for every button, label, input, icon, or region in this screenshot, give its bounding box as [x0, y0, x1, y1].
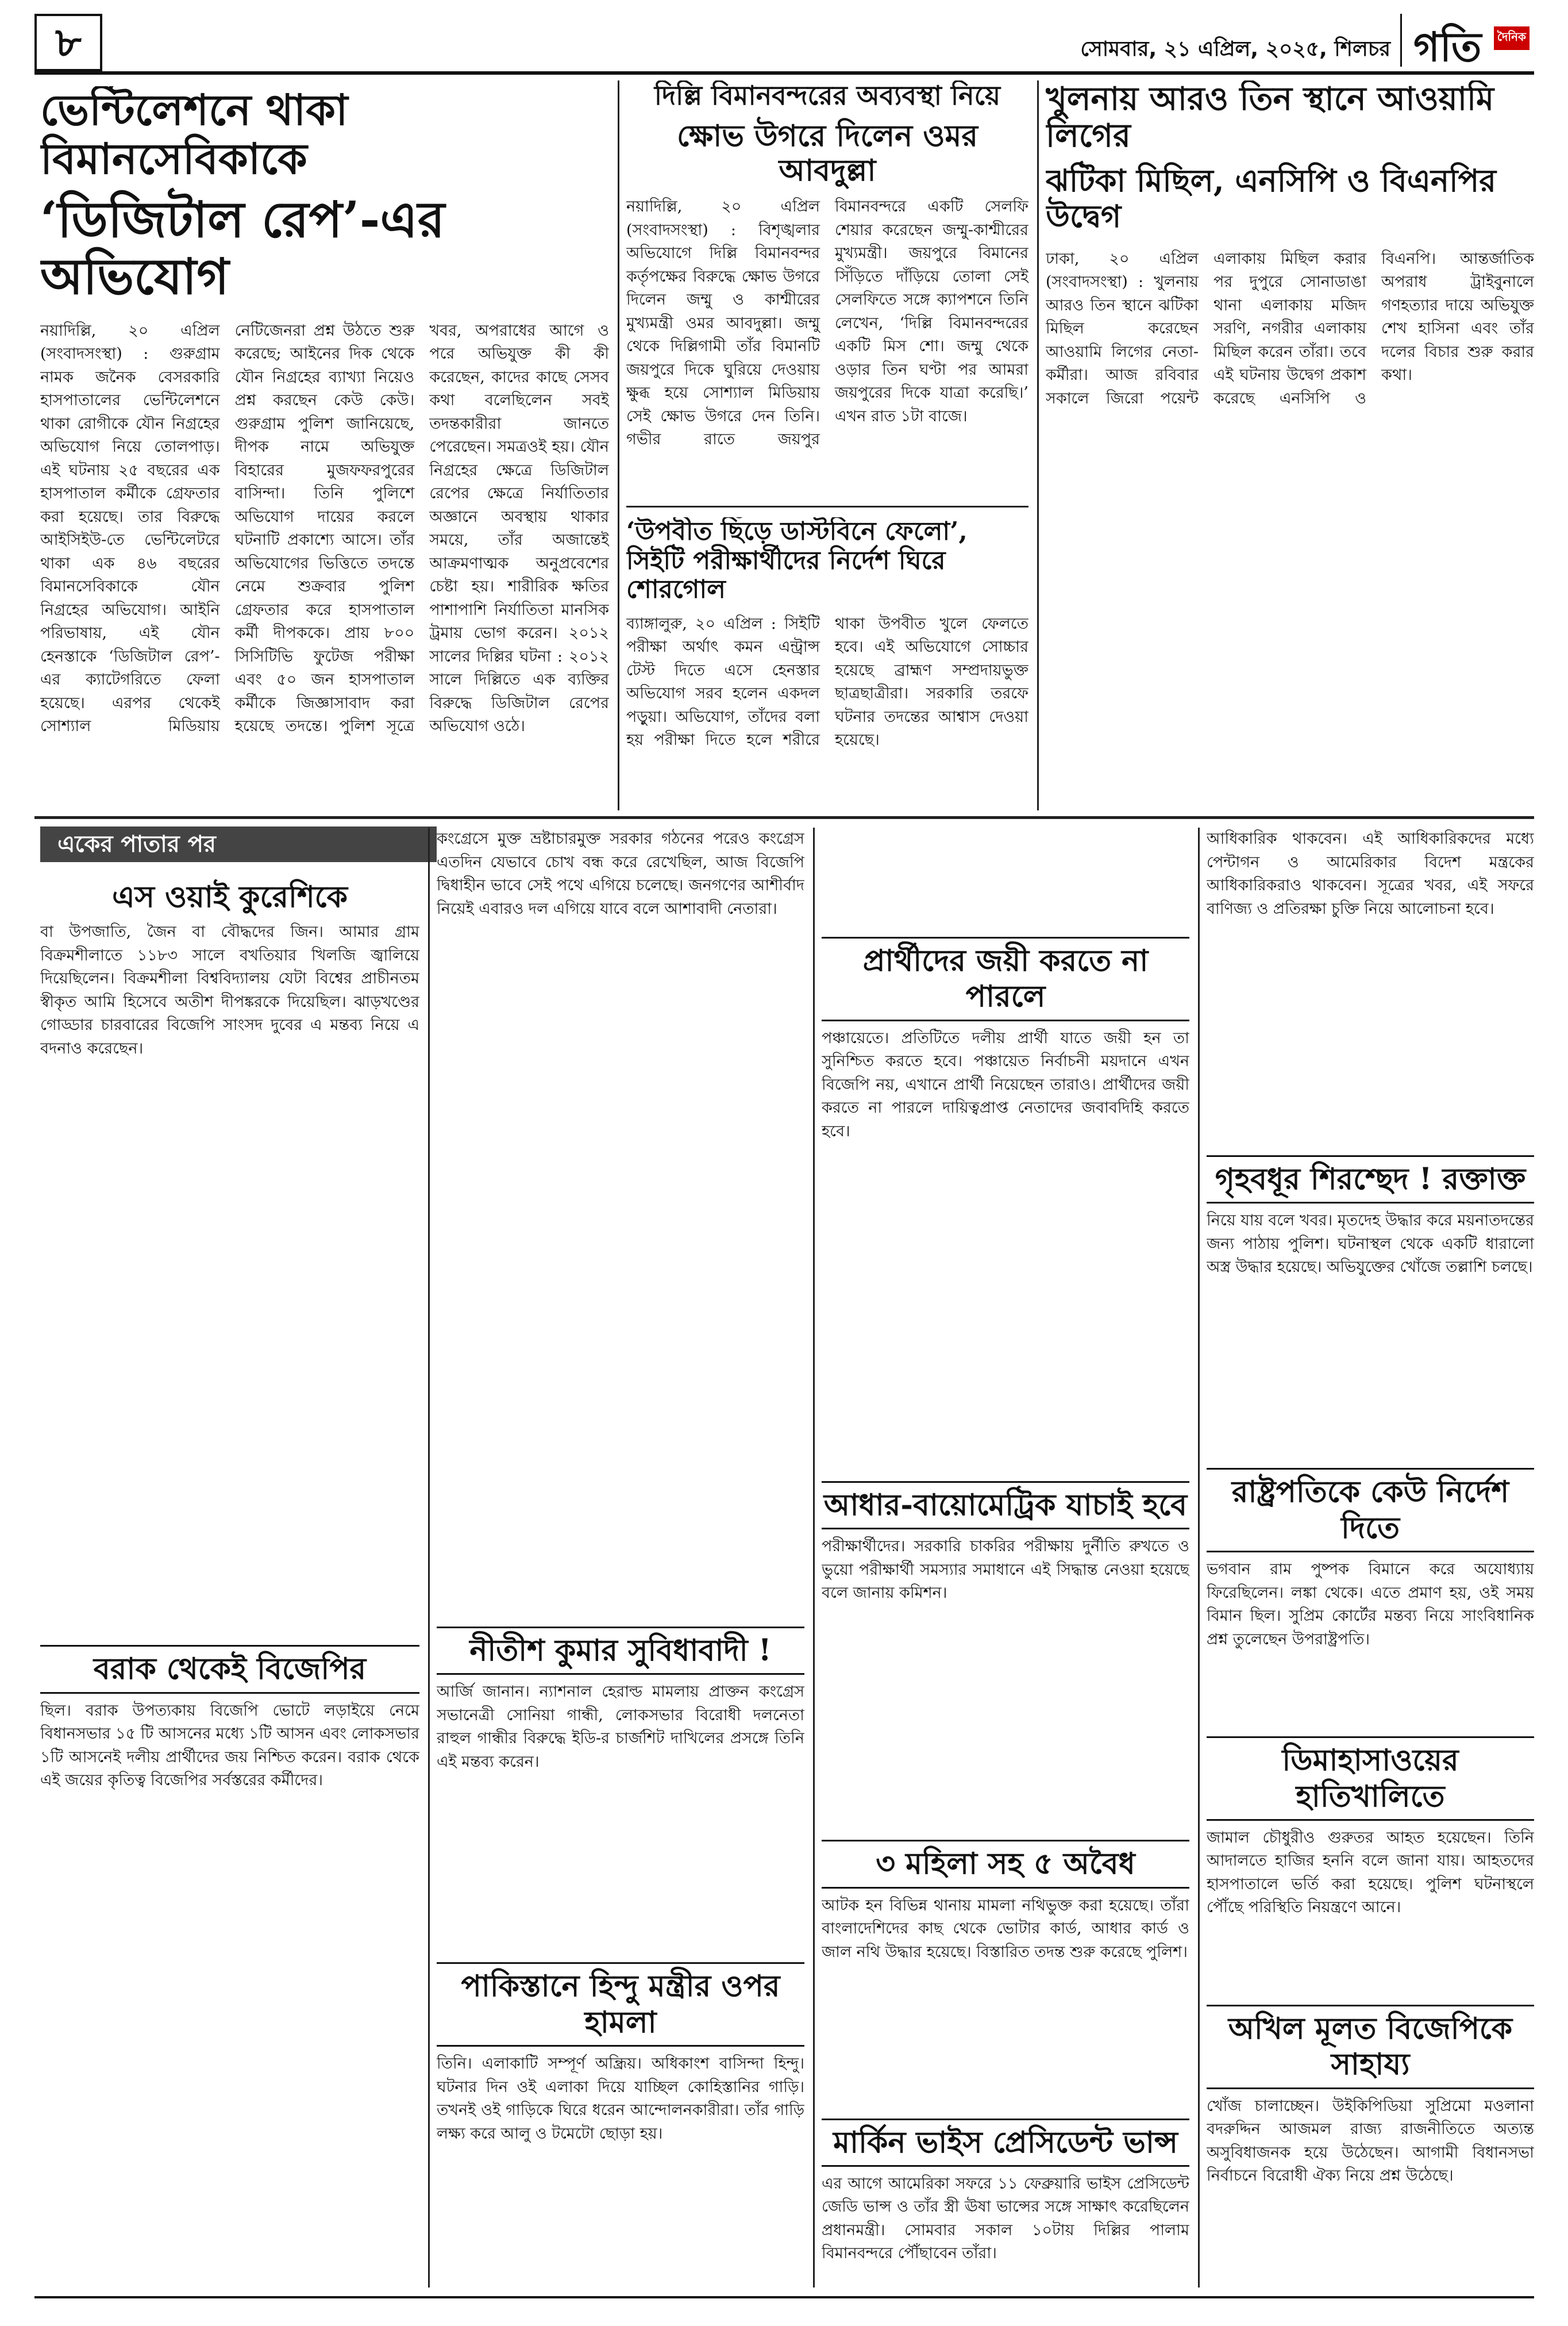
story4-body: ঢাকা, ২০ এপ্রিল (সংবাদসংস্থা) : খুলনায় আরও তিন স্থানে ঝটিকা মিছিল করেছেন আওয়ামি লিগের নেতা-কর্মীরা। আজ রবিবার সকালে জিরো পয়েন্ট এলাকায় মিছিল করার পর দুপুরে সোনাডাঙা থানা এলাকায় মজিদ সরণি, নগরীর এলাকায় মিছিল করেন তাঁরা। তবে এই ঘটনায় উদ্বেগ প্রকাশ করেছে এনসিপি ও বিএনপি। আন্তর্জাতিক অপরাধ ট্রাইবুনালে গণহত্যার দায়ে অভিযুক্ত শেখ হাসিনা এবং তাঁর দলের বিচার শুরু করার কথা।: [1046, 249, 1534, 407]
story-separator: [626, 506, 1028, 508]
cont-headline-dima-hasao: ডিমাহাসাওয়ের হাতিখালিতে: [1207, 1736, 1534, 1821]
cont-body-illegal: আটক হন বিভিন্ন থানায় মামলা নথিভুক্ত করা হয়েছে। তাঁরা বাংলাদেশিদের কাছ থেকে ভোটার কার্ড, আধার কার্ড ও জাল নথি উদ্ধার হয়েছে। বিস্তারিত তদন্ত শুরু করেছে পুলিশ।: [822, 1896, 1189, 1961]
cont-headline-candidates: প্রার্থীদের জয়ী করতে না পারলে: [822, 937, 1189, 1021]
story2-headline-2: ক্ষোভ উগরে দিলেন ওমর আবদুল্লা: [676, 118, 978, 188]
cont-headline-president: রাষ্ট্রপতিকে কেউ নির্দেশ দিতে: [1207, 1468, 1534, 1552]
cont-column-4: [1207, 828, 1534, 2287]
cont-body-pakistan: তিনি। এলাকাটি সম্পূর্ণ অন্ধ্রিয়। অধিকাংশ বাসিন্দা হিন্দু। ঘটনার দিন ওই এলাকা দিয়ে যাচ্ছিল কোহিস্তানির গাড়ি। তখনই ওই গাড়িকে ঘিরে ধরেন আন্দোলনকারীরা। তাঁর গাড়ি লক্ষ্য করে আলু ও টমেটো ছোড়া হয়।: [437, 2055, 804, 2143]
dateline: সোমবার, ২১ এপ্রিল, ২০২৫, শিলচর: [1080, 37, 1390, 61]
story3-headline: ‘উপবীত ছিঁড়ে ডাস্টবিনে ফেলো’, সিইটি পরীক্ষার্থীদের নির্দেশ ঘিরে শোরগোল: [626, 517, 968, 605]
column-rule: [1198, 828, 1200, 2287]
section-rule: [34, 816, 1534, 819]
cont-body-vance: এর আগে আমেরিকা সফরে ১১ ফেব্রুয়ারি ভাইস প্রেসিডেন্ট জেডি ভান্স ও তাঁর স্ত্রী ঊষা ভান্সের সঙ্গে সাক্ষাৎ করেছিলেন প্রধানমন্ত্রী। সোমবার সকাল ১০টায় দিল্লির পালাম বিমানবন্দরে পৌঁছাবেন তাঁরা।: [822, 2174, 1189, 2263]
cont-headline-illegal: ৩ মহিলা সহ ৫ অবৈধ: [822, 1840, 1189, 1888]
cont-body-qureshi: বা উপজাতি, জৈন বা বৌদ্ধদের জিন। আমার গ্রাম বিক্রমশীলাতে ১১৮৩ সালে বখতিয়ার খিলজি জ্বালিয়ে দিয়েছিলেন। বিক্রমশীলা বিশ্ববিদ্যালয় যেটা বিশ্বের প্রাচীনতম স্বীকৃত আমি হিসেবে অতীশ দীপঙ্করকে দিয়েছিল। ঝাড়খণ্ডের গোড্ডার চারবারের বিজেপি সাংসদ দুবের এ মন্তব্য নিয়ে এ বদনাও করেছেন।: [40, 923, 419, 1058]
page-header: [34, 14, 1534, 75]
cont-body-nitish: আর্জি জানান। ন্যাশনাল হেরাল্ড মামলায় প্রাক্তন কংগ্রেস সভানেত্রী সোনিয়া গান্ধী, লোকসভার বিরোধী দলনেতা রাহুল গান্ধীর বিরুদ্ধে ইডি-র চার্জশিট দাখিলের প্রসঙ্গে তিনি এই মন্তব্য করেন।: [437, 1683, 804, 1771]
cont-body-akhil: খোঁজ চালাচ্ছেন। উইকিপিডিয়া সুপ্রিমো মওলানা বদরুদ্দিন আজমল রাজ্য রাজনীতিতে অত্যন্ত অসুবিধাজনক হয়ে উঠেছেন। আগামী বিধানসভা নির্বাচনে বিরোধী ঐক্য নিয়ে প্রশ্ন উঠেছে।: [1207, 2097, 1534, 2185]
story2-headline-1: দিল্লি বিমানবন্দরের অব্যবস্থা নিয়ে: [654, 80, 1001, 111]
newspaper-logo: [1400, 14, 1534, 71]
cont-body-aadhaar: পরীক্ষার্থীদের। সরকারি চাকরির পরীক্ষায় দুর্নীতি রুখতে ও ভুয়ো পরীক্ষার্থী সমস্যার সমাধানে এই সিদ্ধান্ত নেওয়া হয়েছে বলে জানায় কমিশন।: [822, 1537, 1189, 1602]
cont-headline-aadhaar: আধার-বায়োমেট্রিক যাচাই হবে: [822, 1481, 1189, 1529]
story4-headline-2: ঝটিকা মিছিল, এনসিপি ও বিএনপির উদ্বেগ: [1046, 162, 1496, 234]
column-rule: [618, 80, 619, 810]
cont-body-vance-cont: আধিকারিক থাকবেন। এই আধিকারিকদের মধ্যে পেন্টাগন ও আমেরিকার বিদেশ মন্ত্রকের আধিকারিকরাও থাকবেন। সূত্রের খবর, এই সফরে বাণিজ্য ও প্রতিরক্ষা চুক্তি নিয়ে আলোচনা হবে।: [1207, 830, 1534, 918]
cont-headline-barak: বরাক থেকেই বিজেপির: [40, 1645, 419, 1693]
logo-word: গতি: [1413, 23, 1482, 71]
page-number: ৮: [34, 14, 102, 71]
story2-body: নয়াদিল্লি, ২০ এপ্রিল (সংবাদসংস্থা) : বিশৃঙ্খলার অভিযোগে দিল্লি বিমানবন্দর কর্তৃপক্ষের বিরুদ্ধে ক্ষোভ উগরে দিলেন জম্মু ও কাশ্মীরের মুখ্যমন্ত্রী ওমর আবদুল্লা। জম্মু থেকে দিল্লিগামী তাঁর বিমানটি জয়পুরে দিকে ঘুরিয়ে দেওয়ায় ক্ষুব্ধ হয়ে সোশ্যাল মিডিয়ায় সেই ক্ষোভ উগরে দেন তিনি। গভীর রাতে জয়পুর বিমানবন্দরে একটি সেলফি শেয়ার করেছেন জম্মু-কাশ্মীরের মুখ্যমন্ত্রী। জয়পুরে বিমানের সিঁড়িতে দাঁড়িয়ে তোলা সেই সেলফিতে সঙ্গে ক্যাপশনে তিনি লেখেন, ‘দিল্লি বিমানবন্দরের একটি মিস শো। জম্মু থেকে ওড়ার তিন ঘণ্টা পর আমরা জয়পুরের দিকে যাত্রা করেছি।’ এখন রাত ১টা বাজে।: [626, 198, 1028, 449]
column-rule: [1037, 80, 1039, 810]
page-footer-rule: [34, 2296, 1534, 2298]
cont-column-2: [437, 828, 804, 2287]
cont-headline-nitish: নীতীশ কুমার সুবিধাবাদী !: [437, 1627, 804, 1675]
story-ventilation: [40, 86, 609, 805]
cont-headline-qureshi: এস ওয়াই কুরেশিকে: [112, 879, 348, 914]
cont-body-beheading: নিয়ে যায় বলে খবর। মৃতদেহ উদ্ধার করে ময়নাতদন্তের জন্য পাঠায় পুলিশ। ঘটনাস্থল থেকে একটি ধারালো অস্ত্র উদ্ধার হয়েছে। অভিযুক্তের খোঁজে তল্লাশি চলছে।: [1207, 1212, 1534, 1277]
cont-column-1: [40, 874, 419, 2287]
cont-column-3: [822, 828, 1189, 2287]
story-cet-exam: [626, 517, 1028, 816]
cont-body-barak: ছিল। বরাক উপত্যকায় বিজেপি ভোটে লড়াইয়ে নেমে বিধানসভার ১৫ টি আসনের মধ্যে ১টি আসন এবং লোকসভার ১টি আসনেই দলীয় প্রার্থীদের জয় নিশ্চিত করেন। বরাক থেকে এই জয়ের কৃতিত্ব বিজেপির সর্বস্তরের কর্মীদের।: [40, 1701, 419, 1790]
column-rule: [428, 828, 430, 2287]
continued-banner: একের পাতার পর: [40, 826, 437, 862]
logo-sub: দৈনিক: [1494, 26, 1530, 50]
story1-headline-1: ভেন্টিলেশনে থাকা বিমানসেবিকাকে: [40, 86, 348, 184]
cont-headline-beheading: গৃহবধূর শিরশ্ছেদ ! রক্তাক্ত: [1207, 1155, 1534, 1204]
story1-headline-2: ‘ডিজিটাল রেপ’-এর অভিযোগ: [40, 191, 445, 306]
story3-body: ব্যাঙ্গালুরু, ২০ এপ্রিল : সিইটি পরীক্ষা অর্থাৎ কমন এন্ট্রান্স টেস্ট দিতে এসে হেনস্তার অভিযোগ সরব হলেন একদল পড়ুয়া। অভিযোগ, তাঁদের বলা হয় পরীক্ষা দিতে হলে শরীরে থাকা উপবীত খুলে ফেলতে হবে। এই অভিযোগে সোচ্চার হয়েছে ব্রাহ্মণ সম্প্রদায়ভুক্ত ছাত্রছাত্রীরা। সরকারি তরফে ঘটনার তদন্তের আশ্বাস দেওয়া হয়েছে।: [626, 614, 1028, 749]
story1-body: নয়াদিল্লি, ২০ এপ্রিল (সংবাদসংস্থা) : গুরুগ্রাম নামক জনৈক বেসরকারি হাসপাতালের ভেন্টিলেশনে থাকা রোগীকে যৌন নিগ্রহের অভিযোগ নিয়ে তোলপাড়। এই ঘটনায় ২৫ বছরের এক হাসপাতাল কর্মীকে গ্রেফতার করা হয়েছে। তার বিরুদ্ধে আইসিইউ-তে ভেন্টিলেটরে থাকা এক ৪৬ বছরের বিমানসেবিকাকে যৌন নিগ্রহের অভিযোগ। আইনি পরিভাষায়, এই যৌন হেনস্তাকে ‘ডিজিটাল রেপ’-এর ক্যাটেগরিতে ফেলা হয়েছে। এরপর থেকেই সোশ্যাল মিডিয়ায় নেটিজেনরা প্রশ্ন উঠতে শুরু করেছে; আইনের দিক থেকে যৌন নিগ্রহের ব্যাখ্যা নিয়েও প্রশ্ন করছেন কেউ কেউ। গুরুগ্রাম পুলিশ জানিয়েছে, দীপক নামে অভিযুক্ত বিহারের মুজফফরপুরের বাসিন্দা। তিনি পুলিশে অভিযোগ দায়ের করলে ঘটনাটি প্রকাশ্যে আসে। তাঁর অভিযোগের ভিত্তিতে তদন্তে নেমে শুক্রবার পুলিশ গ্রেফতার করে হাসপাতাল কর্মী দীপককে। প্রায় ৮০০ সিসিটিভি ফুটেজ পরীক্ষা এবং ৫০ জন হাসপাতাল কর্মীকে জিজ্ঞাসাবাদ করা হয়েছে তদন্তে। পুলিশ সূত্রে খবর, অপরাধের আগে ও পরে অভিযুক্ত কী কী করেছেন, কাদের কাছে সেসব কথা বলেছিলেন সবই তদন্তকারীরা জানতে পেরেছেন। সমত্রওই হয়। যৌন নিগ্রহের ক্ষেত্রে ডিজিটাল রেপের ক্ষেত্রে নির্যাতিতার অজ্ঞানে অবস্থায় থাকার সময়ে, তাঁর অজান্তেই আক্রমণাত্মক অনুপ্রবেশের চেষ্টা হয়। শারীরিক ক্ষতির পাশাপাশি নির্যাতিতা মানসিক ট্রমায় ভোগ করেন। ২০১২ সালের দিল্লির ঘটনা : ২০১২ সালে দিল্লিতে এক ব্যক্তির বিরুদ্ধে ডিজিটাল রেপের অভিযোগ ওঠে।: [40, 321, 609, 736]
story-khulna-awami: [1046, 80, 1534, 810]
cont-headline-vance: মার্কিন ভাইস প্রেসিডেন্ট ভান্স: [822, 2119, 1189, 2167]
cont-headline-pakistan: পাকিস্তানে হিন্দু মন্ত্রীর ওপর হামলা: [437, 1962, 804, 2047]
cont-body-president: ভগবান রাম পুষ্পক বিমানে করে অযোধ্যায় ফিরেছিলেন। লঙ্কা থেকে। এতে প্রমাণ হয়, ওই সময় বিমান ছিল। সুপ্রিম কোর্টের মন্তব্য নিয়ে সাংবিধানিক প্রশ্ন তুলেছেন উপরাষ্ট্রপতি।: [1207, 1560, 1534, 1648]
column-rule: [813, 828, 815, 2287]
story4-headline-1: খুলনায় আরও তিন স্থানে আওয়ামি লিগের: [1046, 80, 1494, 155]
cont-body-dima-hasao: জামাল চৌধুরীও গুরুতর আহত হয়েছেন। তিনি আদালতে হাজির হননি বলে জানা যায়। আহতদের হাসপাতালে ভর্তি করা হয়েছে। পুলিশ ঘটনাস্থলে পৌঁছে পরিস্থিতি নিয়ন্ত্রণে আনে।: [1207, 1828, 1534, 1917]
story-omar-abdullah: [626, 80, 1028, 500]
cont-body-congress: কংগ্রেসে মুক্ত ভ্রষ্টাচারমুক্ত সরকার গঠনের পরেও কংগ্রেস এতদিন যেভাবে চোখ বন্ধ করে রেখেছিল, আজ বিজেপি দ্বিধাহীন ভাবে সেই পথে এগিয়ে চলেছে। জনগণের আশীর্বাদ নিয়েই এবারও দল এগিয়ে যাবে বলে আশাবাদী নেতারা।: [437, 830, 804, 918]
cont-headline-akhil: অখিল মূলত বিজেপিকে সাহায্য: [1207, 2005, 1534, 2089]
cont-body-candidates: পঞ্চায়েতে। প্রতিটিতে দলীয় প্রার্থী যাতে জয়ী হন তা সুনিশ্চিত করতে হবে। পঞ্চায়েত নির্বাচনী ময়দানে এখন বিজেপি নয়, এখানে প্রার্থী নিয়েছেন তারাও। প্রার্থীদের জয়ী করতে না পারলে দায়িত্বপ্রাপ্ত নেতাদের জবাবদিহি করতে হবে।: [822, 1029, 1189, 1140]
